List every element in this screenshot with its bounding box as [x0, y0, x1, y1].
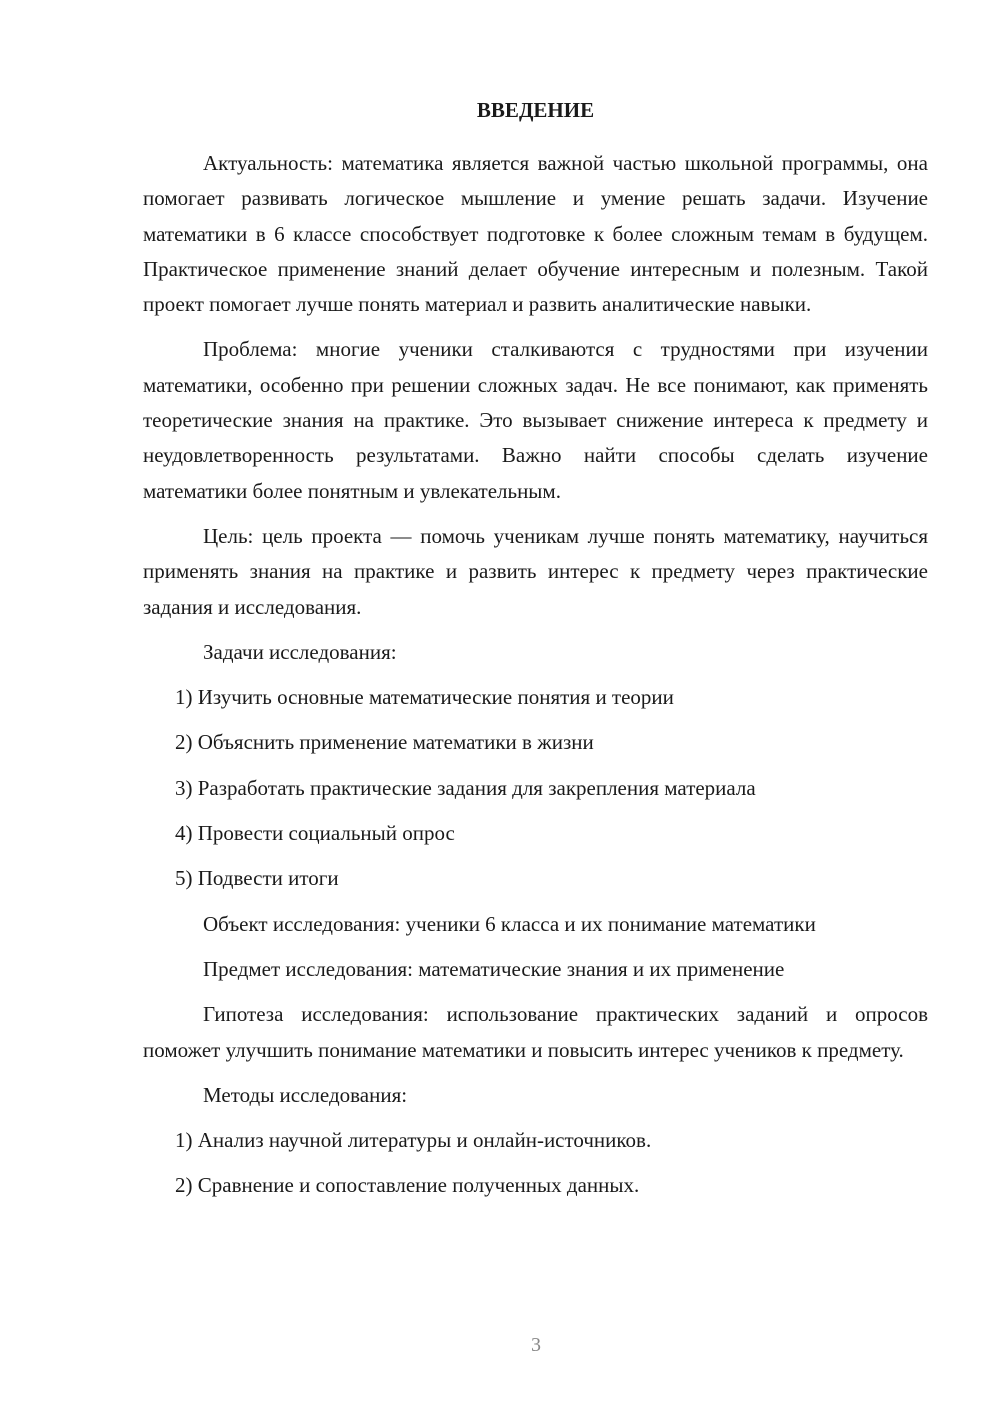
object-line: Объект исследования: ученики 6 класса и их понимание математики: [203, 911, 816, 936]
tasks-list: [143, 680, 928, 896]
page-title: ВВЕДЕНИЕ: [476, 98, 595, 122]
relevance-paragraph: Актуальность: математика является важной частью школьной программы, она помогает развивать логическое мышление и умение решать задачи. Изучение математики в 6 классе способствует подготовке к более сложным темам в будущем. Практическое применение знаний делает обучение интересным и полезным. Такой проект помогает лучше понять материал и развить аналитические навыки.: [143, 151, 928, 317]
list-item: 4) Провести социальный опрос: [175, 821, 455, 846]
methods-heading: Методы исследования:: [203, 1082, 408, 1107]
list-item: 1) Изучить основные математические понятия и теории: [175, 685, 674, 710]
list-item: 5) Подвести итоги: [175, 866, 339, 891]
problem-paragraph: Проблема: многие ученики сталкиваются с трудностями при изучении математики, особенно при решении сложных задач. Не все понимают, как применять теоретические знания на практике. Это вызывает снижение интереса к предмету и неудовлетворенность результатами. Важно найти способы сделать изучение математики более понятным и увлекательным.: [143, 337, 928, 503]
page-number: 3: [531, 1334, 541, 1356]
list-item: 2) Сравнение и сопоставление полученных данных.: [175, 1173, 640, 1198]
list-item: 1) Анализ научной литературы и онлайн-источников.: [175, 1128, 652, 1153]
document-page: [143, 96, 928, 1214]
list-item: 2) Объяснить применение математики в жизни: [175, 730, 594, 755]
tasks-heading: Задачи исследования:: [203, 639, 397, 664]
goal-paragraph: Цель: цель проекта — помочь ученикам лучше понять математику, научиться применять знания на практике и развить интерес к предмету через практические задания и исследования.: [143, 523, 928, 619]
hypothesis-paragraph: Гипотеза исследования: использование практических заданий и опросов поможет улучшить понимание математики и повысить интерес учеников к предмету.: [143, 1002, 928, 1062]
methods-list: [143, 1123, 928, 1204]
list-item: 3) Разработать практические задания для закрепления материала: [175, 775, 756, 800]
subject-line: Предмет исследования: математические знания и их применение: [203, 956, 785, 981]
